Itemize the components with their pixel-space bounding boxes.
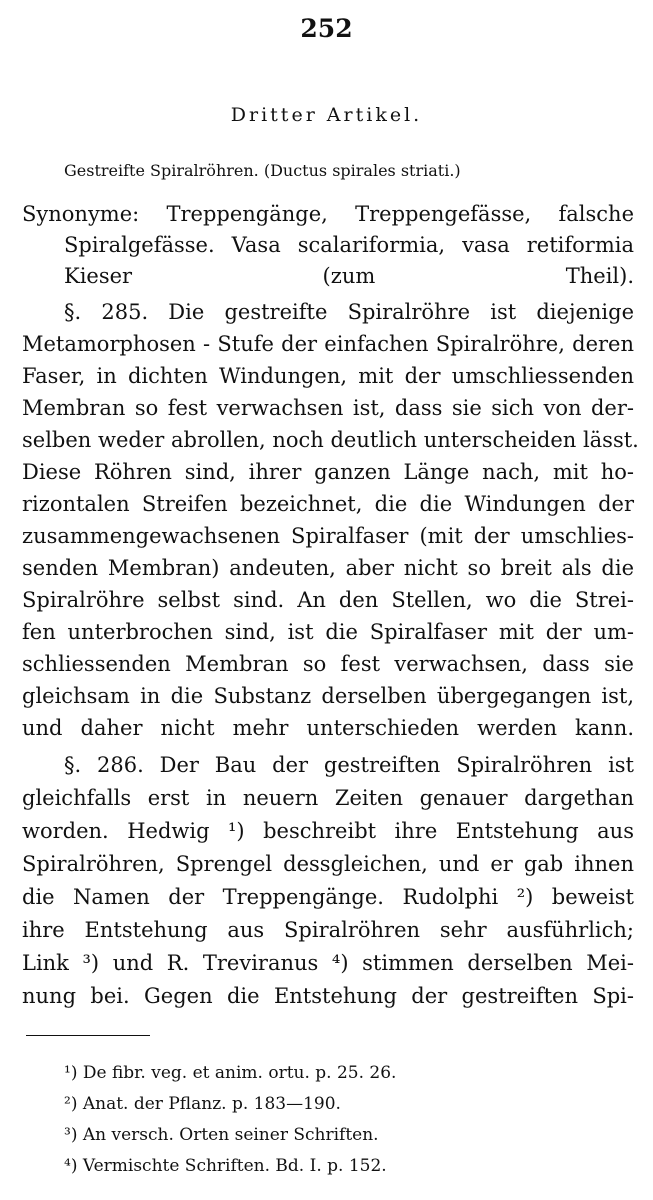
section-285-line-10: Spiralröhre selbst sind. An den Stellen, wo die Strei- (22, 588, 634, 612)
synonym-line-2: Spiralgefässe. Vasa scalariformia, vasa retiformia (64, 233, 634, 257)
section-285-line-2: Metamorphosen - Stufe der einfachen Spiralröhre, deren (22, 332, 634, 356)
footnote-text: Vermischte Schriften. Bd. I. p. 152. (82, 1156, 387, 1176)
footnote-3 (64, 1125, 379, 1145)
section-285-line-6: Diese Röhren sind, ihrer ganzen Länge nach, mit ho- (22, 460, 634, 484)
section-285-line-14: und daher nicht mehr unterschieden werden kann. (22, 716, 634, 740)
article-heading: Dritter Artikel. (230, 104, 423, 126)
footnote-text: De fibr. veg. et anim. ortu. p. 25. 26. (82, 1063, 397, 1083)
footnote-mark: ³) (64, 1125, 78, 1145)
section-286-line-1: §. 286. Der Bau der gestreiften Spiralröhren ist (64, 753, 634, 777)
synonym-line-3: Kieser (zum Theil). (64, 264, 634, 288)
footnote-text: Anat. der Pflanz. p. 183—190. (82, 1094, 341, 1114)
section-285-line-12: schliessenden Membran so fest verwachsen, dass sie (22, 652, 634, 676)
section-286-line-6: ihre Entstehung aus Spiralröhren sehr ausführlich; (22, 918, 634, 942)
footnote-2 (64, 1094, 341, 1114)
footnote-4 (64, 1156, 387, 1176)
section-285-line-11: fen unterbrochen sind, ist die Spiralfaser mit der um- (22, 620, 634, 644)
section-286-line-8: nung bei. Gegen die Entstehung der gestreiften Spi- (22, 984, 634, 1008)
page-number: 252 (300, 14, 353, 43)
footnote-mark: ⁴) (64, 1156, 78, 1176)
section-285-line-13: gleichsam in die Substanz derselben übergegangen ist, (22, 684, 634, 708)
section-285-line-8: zusammengewachsenen Spiralfaser (mit der umschlies- (22, 524, 634, 548)
section-286-line-7: Link ³) und R. Treviranus ⁴) stimmen derselben Mei- (22, 951, 634, 975)
footnote-text: An versch. Orten seiner Schriften. (82, 1125, 379, 1145)
footnote-1 (64, 1063, 396, 1083)
footnote-divider (26, 1035, 150, 1036)
section-285-line-5: selben weder abrollen, noch deutlich unterscheiden lässt. (22, 428, 639, 452)
section-286-line-5: die Namen der Treppengänge. Rudolphi ²) beweist (22, 885, 634, 909)
section-286-line-2: gleichfalls erst in neuern Zeiten genauer dargethan (22, 786, 634, 810)
section-285-line-3: Faser, in dichten Windungen, mit der umschliessenden (22, 364, 634, 388)
section-286-line-4: Spiralröhren, Sprengel dessgleichen, und er gab ihnen (22, 852, 634, 876)
section-286-line-3: worden. Hedwig ¹) beschreibt ihre Entstehung aus (22, 819, 634, 843)
footnote-mark: ¹) (64, 1063, 78, 1083)
section-285-line-7: rizontalen Streifen bezeichnet, die die Windungen der (22, 492, 634, 516)
section-285-line-9: senden Membran) andeuten, aber nicht so breit als die (22, 556, 634, 580)
section-285-line-4: Membran so fest verwachsen ist, dass sie sich von der- (22, 396, 634, 420)
footnote-mark: ²) (64, 1094, 78, 1114)
article-subheading: Gestreifte Spiralröhren. (Ductus spirales striati.) (64, 161, 461, 180)
synonym-line-1: Synonyme: Treppengänge, Treppengefässe, falsche (22, 202, 634, 226)
section-285-line-1: §. 285. Die gestreifte Spiralröhre ist diejenige (64, 300, 634, 324)
